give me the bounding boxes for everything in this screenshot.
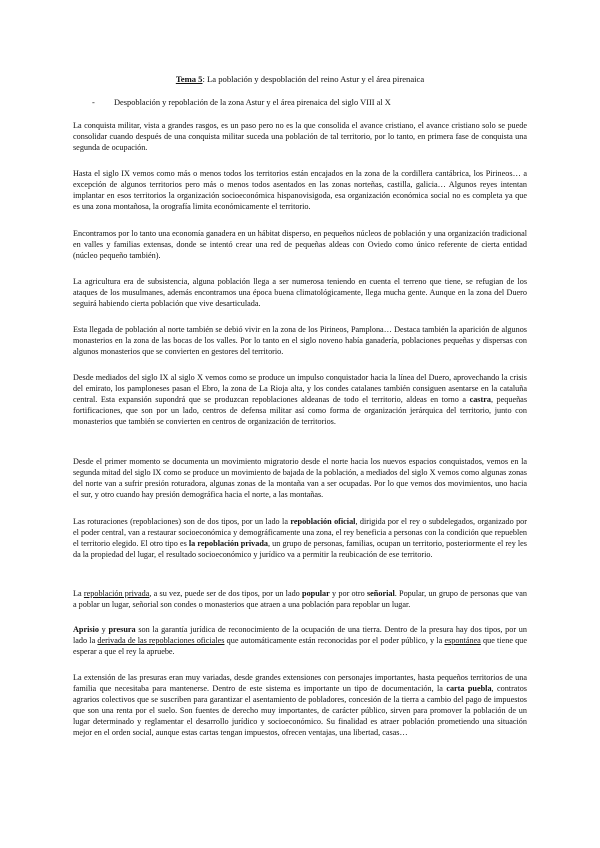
paragraph-text: Esta llegada de población al norte también se debió vivir en la zona de los Pirineos, Pamplona… Destaca también la aparición de algunos monasterios en la zona de las bocas de los valles. Por lo tanto en el siglo noveno había ganadería, poblaciones pequeñas y dispersas con algunos monasterios que se convierten en gestores del territorio.	[73, 325, 527, 356]
paragraph-text: que automáticamente están reconocidas por el poder público, y la	[224, 635, 445, 645]
term-castra: castra	[469, 394, 491, 404]
paragraph-text: que tiene que esperar a que el rey la apruebe.	[73, 635, 527, 656]
paragraph-text: Hasta el siglo IX vemos como más o menos todos los territorios están encajados en la zona de la cordillera cantábrica, los Pirineos… a excepción de algunos territorios pero más o menos todos asentados en las zonas norteñas, castilla, galicia… Algunos reyes intentan implantar en esos territorios la organización socioeconómica hispanovisigoda, esa organización económica social no es completa ya que es una zona montañosa, la orografía limita económicamente el territorio.	[73, 169, 527, 211]
paragraph-5	[73, 325, 527, 358]
paragraph-8	[73, 517, 527, 561]
paragraph-text: La conquista militar, vista a grandes rasgos, es un paso pero no es la que consolida el avance cristiano, el avance cristiano solo se puede consolidar cuando después de una conquista militar suceda una población de tal territorio, por lo tanto, en primera fase de conquista una segunda de ocupación.	[73, 121, 527, 152]
term-popular: popular	[302, 589, 330, 598]
term-senorial: señorial	[366, 589, 395, 598]
paragraph-text: Desde el primer momento se documenta un movimiento migratorio desde el norte hacia los nuevos espacios conquistados, vemos en la segunda mitad del siglo IX como se produce un movimiento de bajada de la población, a mediados del siglo X vemos como algunas zonas del norte van a sufrir presión roturadora, algunas zonas de la montaña van a ser ocupadas. Por lo que vemos dos movimientos, uno hacia el sur, y otro cuando hay presión demográfica hacia el norte, a las montañas.	[73, 457, 527, 499]
paragraph-text: y por otro	[329, 589, 367, 598]
paragraph-text: Desde mediados del siglo IX al siglo X vemos como se produce un impulso conquistador hacia la línea del Duero, aprovechando la crisis del emirato, los pamploneses pasan el Ebro, la zona de La Rioja alta, y los condes catalanes también consiguen asentarse en la cataluña central. Esta expansión supondrá que se produzcan repoblaciones aldeanas de todo el territorio, aldeas en torno a	[73, 373, 527, 404]
paragraph-text: , un grupo de personas, familias, ocupan un territorio, posteriormente el rey les da la propiedad del lugar, el resultado socioeconómico y jurídico va a permitir la reubicación de ese territorio.	[73, 538, 527, 559]
paragraph-text: La extensión de las presuras eran muy variadas, desde grandes extensiones con personajes importantes, hasta pequeños territorios de una familia que necesitaba para mantenerse. Dentro de este sistema es importante un tipo de documentación, la	[73, 673, 527, 693]
paragraph-1	[73, 121, 527, 154]
term-repoblacion-oficial: repoblación oficial	[290, 517, 356, 526]
page-title	[0, 74, 600, 84]
paragraph-text: . Popular, un grupo de personas que van a poblar un lugar, señorial son condes o monasterios que atraen a una población para repoblar un lugar.	[73, 589, 527, 609]
paragraph-6	[73, 373, 527, 428]
paragraph-11	[73, 673, 527, 738]
paragraph-3	[73, 229, 527, 262]
term-carta-puebla: carta puebla	[446, 683, 492, 693]
term-presura: presura	[108, 625, 136, 634]
paragraph-10	[73, 625, 527, 658]
term-repoblacion-privada: la repoblación privada	[188, 538, 269, 548]
paragraph-text: , pequeñas fortificaciones, que son por un lado, centros de defensa militar así como forma de organización jerárquica del territorio, junto con monasterios que también se convierten en centros de organización de territorios.	[73, 394, 527, 426]
paragraph-text: son la garantía jurídica de reconocimiento de la ocupación de una tierra. Dentro de la presura hay dos tipos, por un lado la	[73, 625, 527, 645]
subtitle-bullet	[92, 98, 391, 108]
title-label: Tema 5	[175, 74, 203, 84]
paragraph-text: La agricultura era de subsistencia, alguna población llega a ser numerosa teniendo en cuenta el terreno que tiene, se refugian de los ataques de los musulmanes, además encontramos una época buena climatológicamente, llega mucha gente. Aunque en la zona del Duero seguirá habiendo cierta población que vive desarticulada.	[73, 277, 527, 308]
paragraph-text: Encontramos por lo tanto una economía ganadera en un hábitat disperso, en pequeños núcleos de población y una organización tradicional en valles y familias extensas, donde se intentó crear una red de pequeñas aldeas con Oviedo como único referente de cierta entidad (núcleo pequeño también).	[73, 229, 527, 260]
paragraph-text: La	[73, 589, 84, 598]
term-repoblacion-privada: repoblación privada	[83, 589, 150, 598]
subtitle-text: Despoblación y repoblación de la zona Astur y el área pirenaica del siglo VIII al X	[114, 98, 391, 107]
paragraph-text: Las roturaciones (repoblaciones) son de dos tipos, por un lado la	[73, 517, 291, 526]
bullet-dash: -	[92, 98, 95, 107]
paragraph-7	[73, 457, 527, 501]
term-espontanea: espontánea	[444, 635, 481, 645]
paragraph-4	[73, 277, 527, 310]
paragraph-text: y	[98, 625, 109, 634]
title-text: : La población y despoblación del reino Astur y el área pirenaica	[202, 74, 425, 84]
paragraph-2	[73, 169, 527, 213]
paragraph-9	[73, 589, 527, 611]
term-derivada: derivada de las repoblaciones oficiales	[97, 635, 225, 645]
paragraph-text: , dirigida por el rey o subdelegados, organizado por el poder central, van a restaurar socioeconómica y demográficamente una zona, el rey beneficia a personas con la condición que repueblen el territorio elegido. El otro tipo es	[73, 517, 528, 548]
paragraph-text: , a su vez, puede ser de dos tipos, por un lado	[149, 589, 303, 598]
paragraph-text: , contratos agrarios colectivos que se suscriben para garantizar el asentamiento de pobladores, concesión de la tierra a cambio del pago de impuestos que son una renta por el suelo. Son fuentes de derecho muy importantes, de carácter público, sirven para promover la población de un lugar determinado y reglamentar el desarrollo jurídico y socioeconómico. Su finalidad es atraer población prometiendo una situación mejor en el orden social, aunque estas cartas tengan impuestos, ofrecen ventajas, una libertad, casas…	[73, 683, 527, 737]
term-aprisio: Aprisio	[73, 625, 99, 634]
